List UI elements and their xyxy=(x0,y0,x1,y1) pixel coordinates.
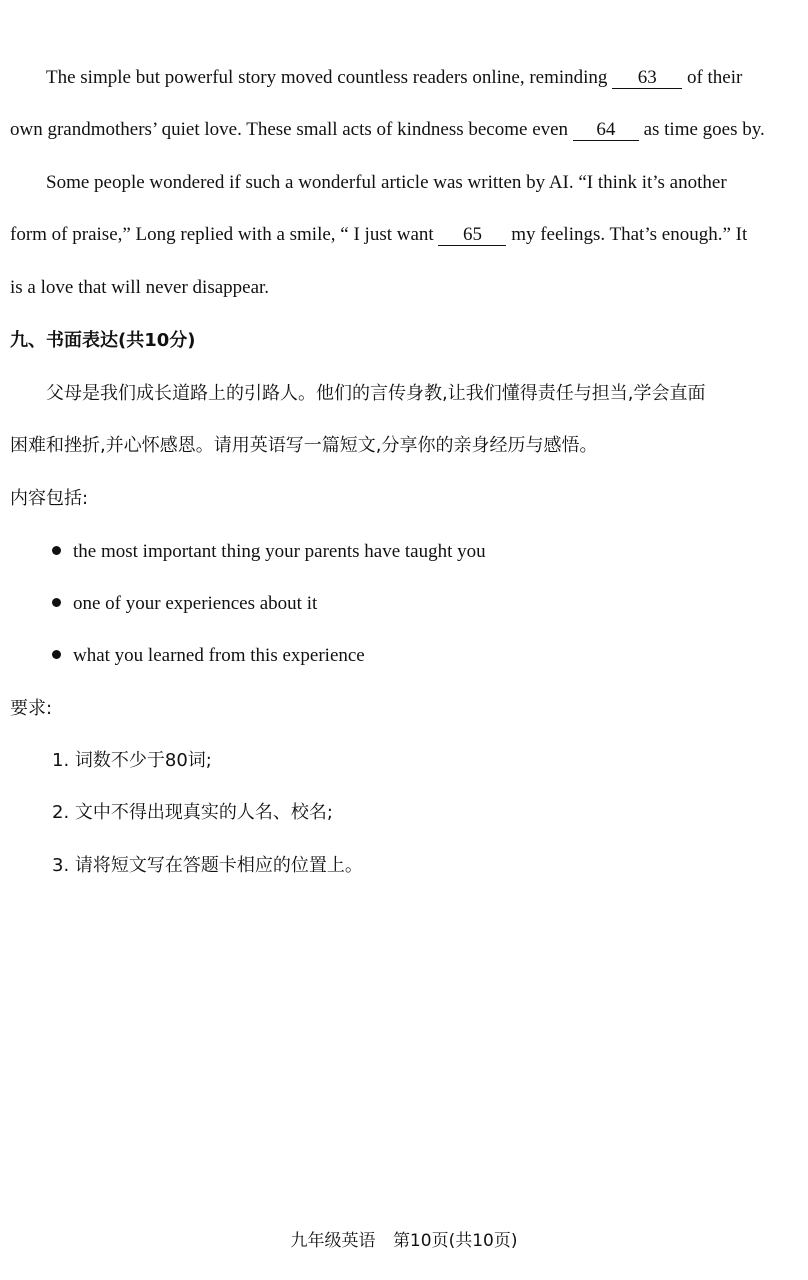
passage-line xyxy=(10,276,269,300)
writing-intro-line: 困难和挫折,并心怀感恩。请用英语写一篇短文,分享你的亲身经历与感悟。 xyxy=(10,435,598,456)
answer-blank-64 xyxy=(573,120,639,141)
passage-line xyxy=(10,223,747,247)
footer-subject: 九年级英语 xyxy=(290,1231,376,1251)
passage-line xyxy=(46,171,727,195)
writing-intro-line: 父母是我们成长道路上的引路人。他们的言传身教,让我们懂得责任与担当,学会直面 xyxy=(46,383,706,404)
bullet-icon xyxy=(52,650,61,659)
passage-line xyxy=(46,66,742,90)
section-title: 九、书面表达(共10分) xyxy=(10,330,196,351)
bullet-icon xyxy=(52,598,61,607)
content-item-text: one of your experiences about it xyxy=(73,593,318,614)
content-item xyxy=(52,592,317,616)
bullet-icon xyxy=(52,546,61,555)
passage-text: of their xyxy=(686,67,743,88)
content-label: 内容包括: xyxy=(10,488,89,509)
requirement-item: 2. 文中不得出现真实的人名、校名; xyxy=(52,802,333,823)
requirements-label: 要求: xyxy=(10,698,53,719)
blank-number: 64 xyxy=(596,119,616,140)
requirement-item: 3. 请将短文写在答题卡相应的位置上。 xyxy=(52,855,363,876)
passage-text: as time goes by. xyxy=(643,119,765,140)
answer-blank-65 xyxy=(438,225,506,246)
answer-blank-63 xyxy=(612,68,682,89)
passage-text: The simple but powerful story moved countless readers online, reminding xyxy=(46,67,608,88)
blank-number: 63 xyxy=(637,67,657,88)
content-item xyxy=(52,540,486,564)
blank-number: 65 xyxy=(462,224,482,245)
requirement-item: 1. 词数不少于80词; xyxy=(52,750,212,771)
content-item-text: the most important thing your parents have taught you xyxy=(73,541,486,562)
passage-text: is a love that will never disappear. xyxy=(10,277,270,298)
content-item-text: what you learned from this experience xyxy=(73,645,365,666)
passage-text: my feelings. That’s enough.” It xyxy=(511,224,748,245)
passage-text: form of praise,” Long replied with a smile, “ I just want xyxy=(10,224,434,245)
passage-line xyxy=(10,118,765,142)
footer-page-number: 第10页(共10页) xyxy=(392,1231,518,1251)
passage-text: Some people wondered if such a wonderful article was written by AI. “I think it’s another xyxy=(46,172,727,193)
content-item xyxy=(52,644,365,668)
page-footer xyxy=(0,1226,808,1251)
passage-text: own grandmothers’ quiet love. These small acts of kindness become even xyxy=(10,119,569,140)
